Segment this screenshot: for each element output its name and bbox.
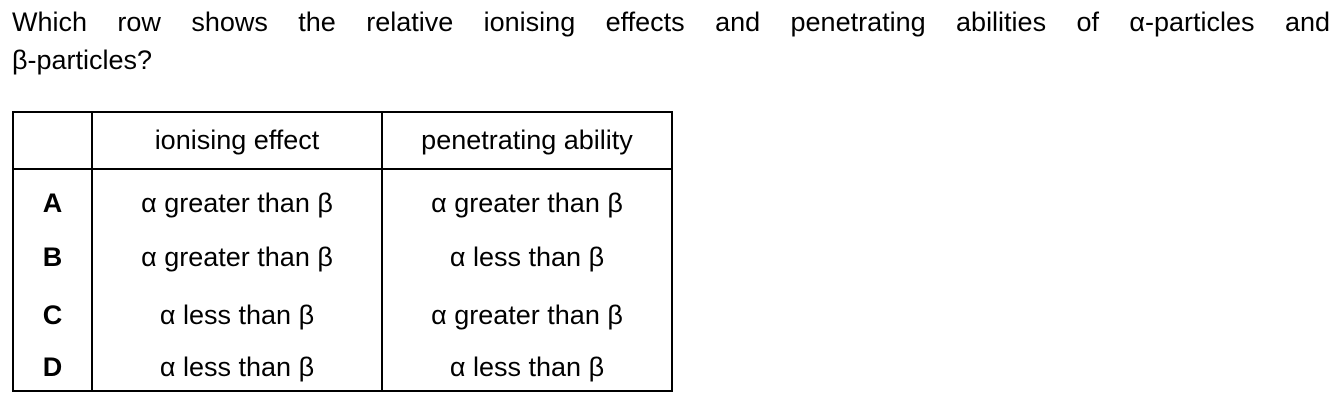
penetrating-cell: α greater than β — [382, 286, 672, 344]
table-row — [13, 169, 672, 228]
table-header-row — [13, 112, 672, 169]
question-text — [12, 3, 1330, 79]
table-row — [13, 286, 672, 344]
header-ionising-effect: ionising effect — [92, 112, 382, 169]
row-key: D — [13, 344, 92, 391]
ionising-cell: α less than β — [92, 344, 382, 391]
ionising-cell: α greater than β — [92, 169, 382, 228]
header-key — [13, 112, 92, 169]
penetrating-cell: α less than β — [382, 228, 672, 286]
ionising-cell: α less than β — [92, 286, 382, 344]
table-row — [13, 344, 672, 391]
answer-table — [12, 111, 673, 392]
ionising-cell: α greater than β — [92, 228, 382, 286]
row-key: C — [13, 286, 92, 344]
penetrating-cell: α less than β — [382, 344, 672, 391]
row-key: A — [13, 169, 92, 228]
question-line-1: Which row shows the relative ionising effects and penetrating abilities of α-particles and — [12, 7, 1330, 37]
table-row — [13, 228, 672, 286]
row-key: B — [13, 228, 92, 286]
header-penetrating-ability: penetrating ability — [382, 112, 672, 169]
question-line-2: β-particles? — [12, 45, 153, 75]
penetrating-cell: α greater than β — [382, 169, 672, 228]
